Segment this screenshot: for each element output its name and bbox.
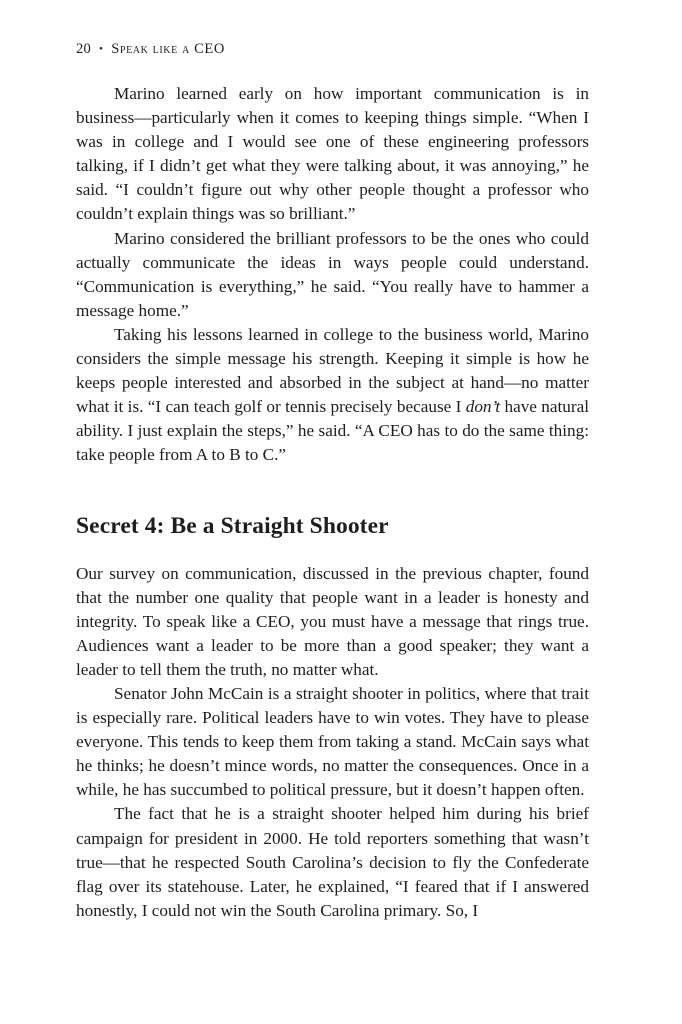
separator-bullet: • xyxy=(99,43,104,55)
paragraph: Senator John McCain is a straight shooter in politics, where that trait is especially rare. Political leaders have to win votes. They have to please everyone. This tends to keep them from taking a stand. McCain says what he thinks; he doesn’t mince words, no matter the consequences. Once in a while, he has succumbed to political pressure, but it doesn’t happen often. xyxy=(76,683,589,800)
paragraph: The fact that he is a straight shooter helped him during his brief campaign for president in 2000. He told reporters something that wasn’t true—that he respected South Carolina’s decision to fly the Confederate flag over its statehouse. Later, he explained, “I feared that if I answered honestly, I could not win the South Carolina primary. So, I xyxy=(76,804,589,920)
paragraph-text: Taking his lessons learned in college to the business world, Marino considers the simple message his strength. Keeping it simple is how he keeps people interested and absorbed in the subject at hand—no matter what it is. “I can teach golf or tennis precisely because I xyxy=(76,324,589,417)
body-section-1 xyxy=(76,82,589,468)
book-page xyxy=(76,38,589,923)
paragraph xyxy=(76,323,589,468)
paragraph: Marino learned early on how important communication is in business—particularly when it comes to keeping things simple. “When I was in college and I would see one of these engineering professors talking, if I didn’t get what they were talking about, it was annoying,” he said. “I couldn’t figure out why other people thought a professor who couldn’t explain things was so brilliant.” xyxy=(76,84,589,224)
paragraph: Marino considered the brilliant professors to be the ones who could actually communicate the ideas in ways people could understand. “Communication is everything,” he said. “You really have to hammer a message home.” xyxy=(76,228,589,320)
book-title: Speak like a CEO xyxy=(111,41,225,57)
page-number: 20 xyxy=(76,41,92,57)
body-section-2 xyxy=(76,562,589,923)
running-head xyxy=(76,38,589,60)
paragraph: Our survey on communication, discussed in the previous chapter, found that the number one quality that people want in a leader is honesty and integrity. To speak like a CEO, you must have a message that rings true. Audiences want a leader to be more than a good speaker; they want a leader to tell them the truth, no matter what. xyxy=(76,563,589,679)
emphasis-text: don’t xyxy=(465,397,501,417)
paragraph-text: have natural ability. I just explain the steps,” he said. “A CEO has to do the same thing: take people from A to B to C.” xyxy=(76,397,589,465)
section-heading: Secret 4: Be a Straight Shooter xyxy=(76,512,389,539)
